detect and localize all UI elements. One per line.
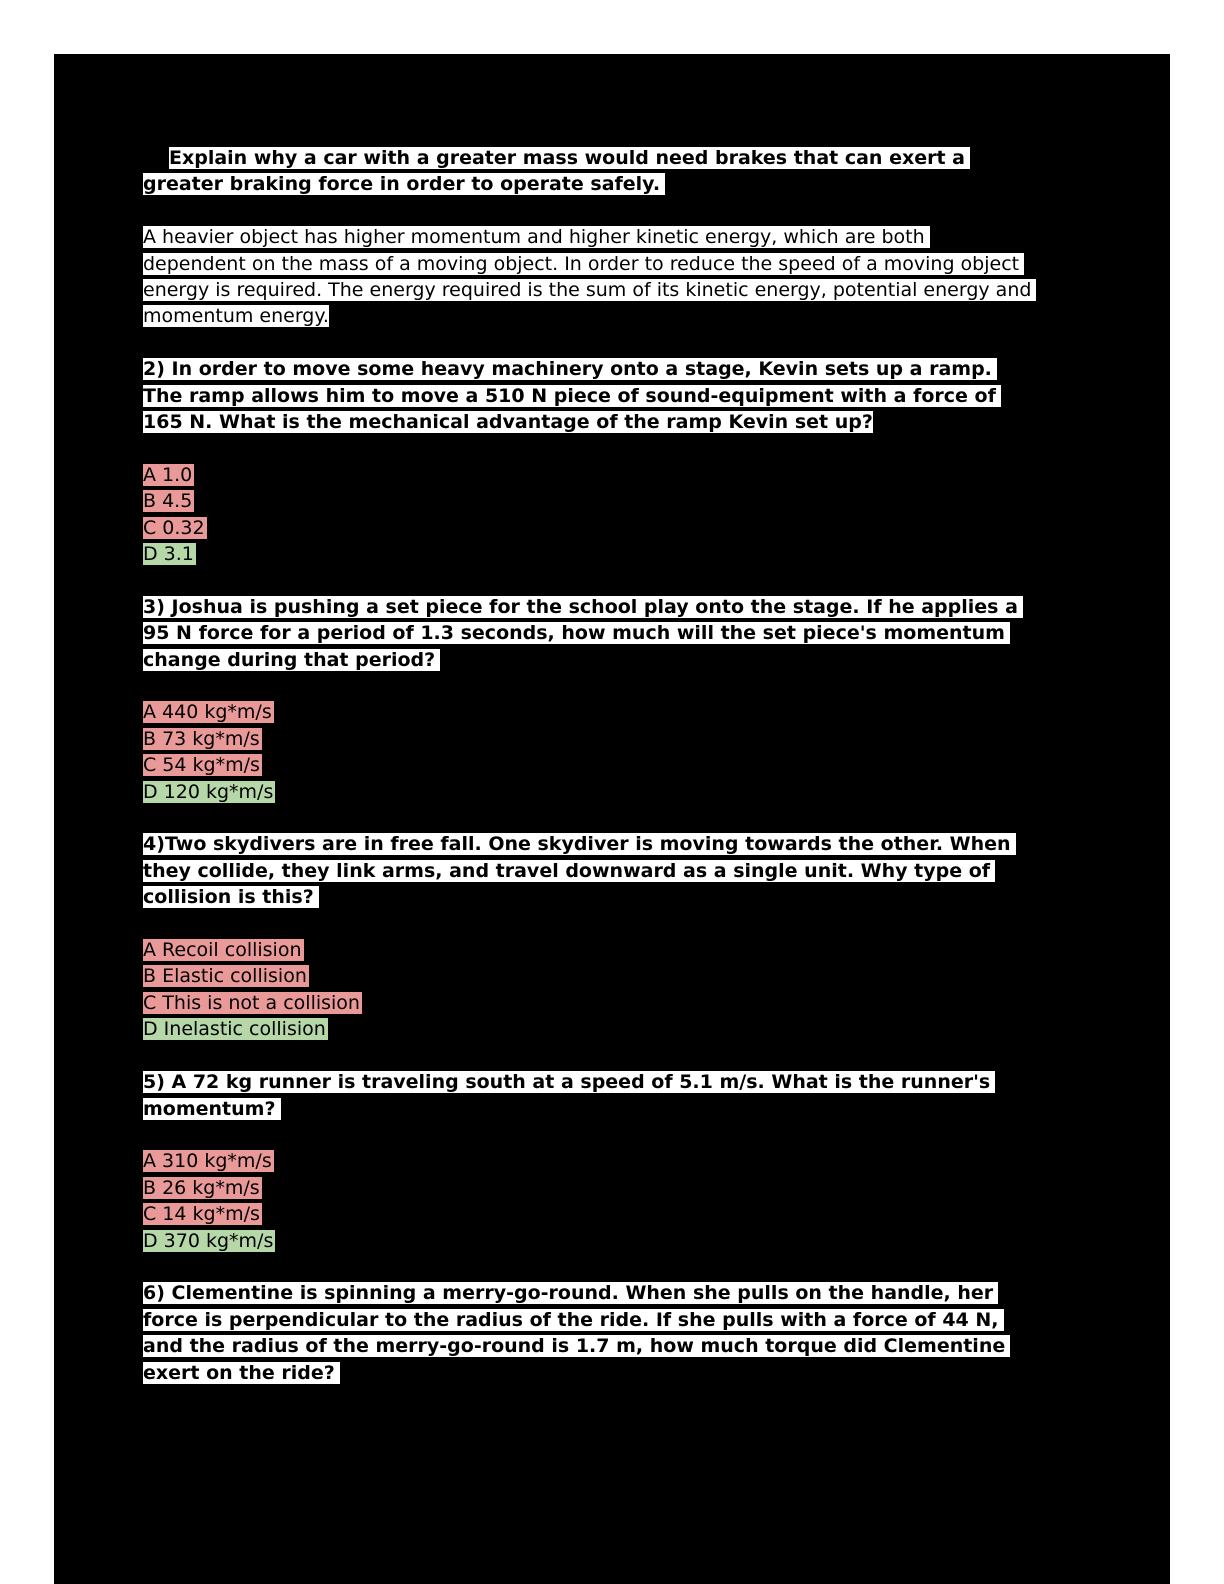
option-b: B Elastic collision xyxy=(143,965,307,988)
option-a: A 1.0 xyxy=(143,463,193,486)
question-5-line: 5) A 72 kg runner is traveling south at a speed of 5.1 m/s. What is the runner's xyxy=(143,1071,995,1093)
question-5-options xyxy=(143,1148,1083,1254)
question-4-options xyxy=(143,937,1083,1043)
option-a: A 310 kg*m/s xyxy=(143,1150,272,1173)
question-5-line: momentum? xyxy=(143,1098,281,1120)
question-4-line: 4)Two skydivers are in free fall. One skydiver is moving towards the other. When xyxy=(143,833,1016,855)
question-4-line: they collide, they link arms, and travel downward as a single unit. Why type of xyxy=(143,860,995,882)
question-6-line: force is perpendicular to the radius of the ride. If she pulls with a force of 44 N, xyxy=(143,1309,1004,1331)
answer-1 xyxy=(143,224,1083,330)
question-2 xyxy=(143,356,1083,435)
question-3-line: change during that period? xyxy=(143,649,440,671)
question-2-line: 2) In order to move some heavy machinery onto a stage, Kevin sets up a ramp. xyxy=(143,358,997,380)
option-b: B 73 kg*m/s xyxy=(143,727,260,750)
question-2-options xyxy=(143,462,1083,568)
option-d-correct: D 3.1 xyxy=(143,543,194,566)
option-b: B 4.5 xyxy=(143,490,193,513)
option-d-correct: D 120 kg*m/s xyxy=(143,780,274,803)
question-6-line: 6) Clementine is spinning a merry-go-round. When she pulls on the handle, her xyxy=(143,1282,998,1304)
option-b: B 26 kg*m/s xyxy=(143,1176,260,1199)
question-3-line: 3) Joshua is pushing a set piece for the school play onto the stage. If he applies a xyxy=(143,596,1023,618)
question-2-line: The ramp allows him to move a 510 N piece of sound-equipment with a force of xyxy=(143,385,1001,407)
answer-1-line: A heavier object has higher momentum and higher kinetic energy, which are both xyxy=(143,226,930,248)
option-d-correct: D 370 kg*m/s xyxy=(143,1229,274,1252)
question-1-line: Explain why a car with a greater mass would need brakes that can exert a xyxy=(169,147,970,169)
option-d-correct: D Inelastic collision xyxy=(143,1018,326,1041)
option-c: C This is not a collision xyxy=(143,991,360,1014)
question-5 xyxy=(143,1069,1083,1122)
answer-1-line: energy is required. The energy required is the sum of its kinetic energy, potential energy and xyxy=(143,279,1036,301)
question-4 xyxy=(143,831,1083,910)
question-1-line: greater braking force in order to operate safely. xyxy=(143,173,665,195)
question-6 xyxy=(143,1280,1083,1386)
question-3-line: 95 N force for a period of 1.3 seconds, how much will the set piece's momentum xyxy=(143,622,1010,644)
option-c: C 0.32 xyxy=(143,516,205,539)
option-a: A 440 kg*m/s xyxy=(143,701,272,724)
option-c: C 54 kg*m/s xyxy=(143,754,260,777)
question-6-line: and the radius of the merry-go-round is 1.7 m, how much torque did Clementine xyxy=(143,1335,1010,1357)
question-4-line: collision is this? xyxy=(143,886,319,908)
option-a: A Recoil collision xyxy=(143,939,302,962)
question-1 xyxy=(143,145,1083,198)
document-page xyxy=(54,54,1170,1584)
question-2-line: 165 N. What is the mechanical advantage of the ramp Kevin set up? xyxy=(143,411,873,434)
option-c: C 14 kg*m/s xyxy=(143,1203,260,1226)
answer-1-line: momentum energy. xyxy=(143,305,329,328)
question-3-options xyxy=(143,699,1083,805)
question-3 xyxy=(143,594,1083,673)
question-6-line: exert on the ride? xyxy=(143,1362,340,1384)
document-content xyxy=(143,143,1083,1412)
answer-1-line: dependent on the mass of a moving object. In order to reduce the speed of a moving object xyxy=(143,253,1024,275)
